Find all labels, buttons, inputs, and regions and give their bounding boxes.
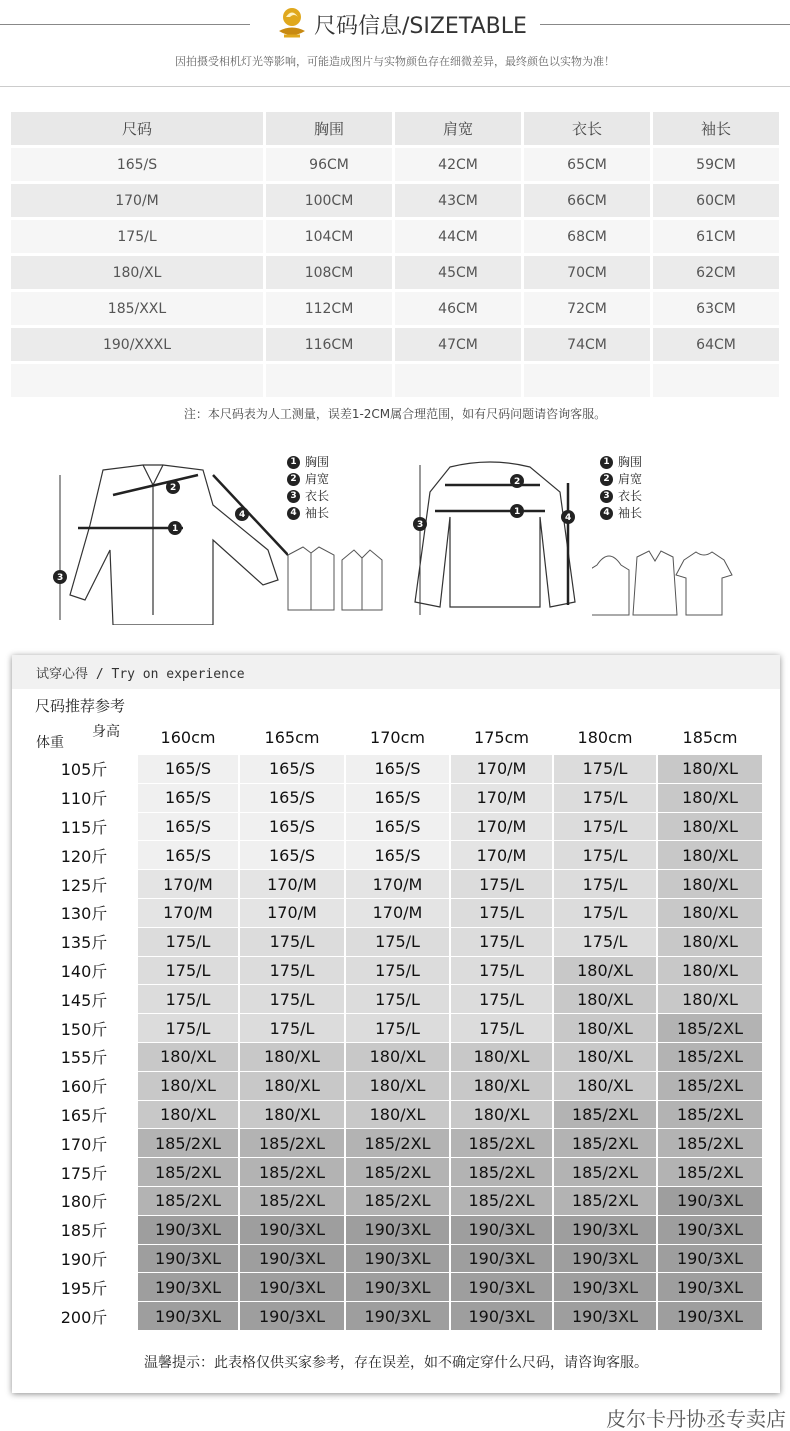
size-recommend-cell: 185/2XL bbox=[346, 1158, 449, 1186]
size-recommend-cell: 175/L bbox=[554, 841, 656, 869]
size-cell: 45CM bbox=[395, 256, 521, 289]
weight-cell: 130斤 bbox=[32, 899, 136, 927]
table-row bbox=[32, 1129, 762, 1157]
size-cell: 43CM bbox=[395, 184, 521, 217]
size-recommend-cell: 180/XL bbox=[138, 1043, 238, 1071]
size-recommend-cell: 180/XL bbox=[554, 1014, 656, 1042]
size-recommend-cell: 175/L bbox=[240, 928, 344, 956]
size-cell: 44CM bbox=[395, 220, 521, 253]
size-recommend-cell: 165/S bbox=[240, 841, 344, 869]
size-recommend-cell: 185/2XL bbox=[451, 1187, 552, 1215]
svg-text:4: 4 bbox=[239, 510, 246, 520]
size-recommend-cell: 190/3XL bbox=[346, 1302, 449, 1330]
weight-cell: 175斤 bbox=[32, 1158, 136, 1186]
weight-cell: 155斤 bbox=[32, 1043, 136, 1071]
svg-text:3: 3 bbox=[57, 573, 64, 583]
table-row bbox=[32, 784, 762, 812]
size-recommend-cell: 180/XL bbox=[658, 899, 762, 927]
size-header-cell: 胸围 bbox=[266, 112, 392, 145]
size-recommend-cell: 175/L bbox=[554, 928, 656, 956]
size-recommend-cell: 190/3XL bbox=[658, 1187, 762, 1215]
size-cell: 185/XXL bbox=[11, 292, 263, 325]
height-header-cell: 165cm bbox=[240, 720, 344, 754]
size-recommend-cell: 190/3XL bbox=[451, 1302, 552, 1330]
size-recommend-cell: 175/L bbox=[138, 1014, 238, 1042]
size-cell: 170/M bbox=[11, 184, 263, 217]
size-recommend-cell: 165/S bbox=[346, 841, 449, 869]
size-cell: 165/S bbox=[11, 148, 263, 181]
size-cell: 74CM bbox=[524, 328, 650, 361]
measure-legend-left bbox=[287, 454, 329, 522]
header bbox=[276, 4, 527, 44]
sweater-measure-figure bbox=[405, 455, 595, 625]
size-recommend-cell: 165/S bbox=[346, 784, 449, 812]
size-recommend-cell: 170/M bbox=[346, 899, 449, 927]
size-recommend-cell: 175/L bbox=[451, 899, 552, 927]
size-recommend-cell: 185/2XL bbox=[451, 1129, 552, 1157]
size-recommend-cell: 190/3XL bbox=[138, 1216, 238, 1244]
size-cell: 66CM bbox=[524, 184, 650, 217]
legend-item: 4 袖长 bbox=[600, 505, 642, 522]
weight-cell: 140斤 bbox=[32, 957, 136, 985]
size-recommend-cell: 180/XL bbox=[658, 813, 762, 841]
table-row bbox=[32, 1245, 762, 1273]
size-recommend-cell: 190/3XL bbox=[346, 1245, 449, 1273]
size-recommend-cell: 185/2XL bbox=[240, 1129, 344, 1157]
size-recommend-cell: 185/2XL bbox=[554, 1101, 656, 1129]
size-recommend-cell: 180/XL bbox=[554, 985, 656, 1013]
size-recommend-cell: 185/2XL bbox=[658, 1043, 762, 1071]
table-row bbox=[32, 755, 762, 783]
size-recommend-cell: 185/2XL bbox=[138, 1158, 238, 1186]
size-recommend-cell: 175/L bbox=[554, 784, 656, 812]
size-recommend-cell: 185/2XL bbox=[346, 1129, 449, 1157]
size-cell: 116CM bbox=[266, 328, 392, 361]
size-recommend-cell: 180/XL bbox=[451, 1101, 552, 1129]
size-recommend-cell: 170/M bbox=[138, 899, 238, 927]
size-recommend-cell: 185/2XL bbox=[658, 1101, 762, 1129]
weight-cell: 160斤 bbox=[32, 1072, 136, 1100]
weight-cell: 200斤 bbox=[32, 1302, 136, 1330]
size-recommend-cell: 165/S bbox=[346, 755, 449, 783]
table-row bbox=[11, 292, 779, 325]
size-recommend-cell: 175/L bbox=[451, 985, 552, 1013]
size-cell: 42CM bbox=[395, 148, 521, 181]
size-recommend-cell: 180/XL bbox=[658, 784, 762, 812]
size-recommend-cell: 190/3XL bbox=[240, 1216, 344, 1244]
size-recommend-cell: 175/L bbox=[451, 928, 552, 956]
size-recommend-cell: 185/2XL bbox=[451, 1158, 552, 1186]
size-recommend-cell: 170/M bbox=[346, 870, 449, 898]
table-row bbox=[32, 1072, 762, 1100]
size-recommend-cell: 190/3XL bbox=[346, 1273, 449, 1301]
weight-cell: 115斤 bbox=[32, 813, 136, 841]
size-cell: 47CM bbox=[395, 328, 521, 361]
weight-label: 体重 bbox=[36, 735, 64, 751]
table-row bbox=[32, 1187, 762, 1215]
size-recommend-cell: 190/3XL bbox=[138, 1273, 238, 1301]
size-recommend-cell: 165/S bbox=[138, 755, 238, 783]
size-recommend-cell: 170/M bbox=[138, 870, 238, 898]
weight-cell: 125斤 bbox=[32, 870, 136, 898]
svg-text:3: 3 bbox=[417, 520, 424, 530]
table-row bbox=[32, 813, 762, 841]
table-row bbox=[32, 957, 762, 985]
size-recommend-cell: 180/XL bbox=[658, 985, 762, 1013]
weight-cell: 190斤 bbox=[32, 1245, 136, 1273]
size-recommend-cell: 185/2XL bbox=[554, 1129, 656, 1157]
size-recommend-cell: 180/XL bbox=[138, 1101, 238, 1129]
size-recommend-cell: 180/XL bbox=[451, 1043, 552, 1071]
svg-text:1: 1 bbox=[514, 507, 521, 517]
size-cell: 112CM bbox=[266, 292, 392, 325]
shirt-measure-figure bbox=[48, 455, 288, 625]
table-row bbox=[32, 1302, 762, 1330]
size-recommend-cell: 180/XL bbox=[658, 755, 762, 783]
size-recommend-cell: 165/S bbox=[138, 841, 238, 869]
size-recommend-cell: 185/2XL bbox=[346, 1187, 449, 1215]
weight-cell: 135斤 bbox=[32, 928, 136, 956]
size-recommend-cell: 185/2XL bbox=[658, 1129, 762, 1157]
recommend-title: 尺码推荐参考 bbox=[35, 697, 126, 715]
size-cell: 60CM bbox=[653, 184, 779, 217]
size-cell: 104CM bbox=[266, 220, 392, 253]
header-line-right bbox=[540, 24, 790, 25]
casual-wear-icons bbox=[592, 545, 742, 620]
size-recommend-cell: 185/2XL bbox=[658, 1014, 762, 1042]
size-recommend-cell: 190/3XL bbox=[240, 1273, 344, 1301]
size-cell: 70CM bbox=[524, 256, 650, 289]
table-row bbox=[32, 1158, 762, 1186]
size-recommend-cell: 175/L bbox=[451, 870, 552, 898]
size-recommend-cell: 180/XL bbox=[240, 1043, 344, 1071]
table-row bbox=[11, 364, 779, 397]
size-cell bbox=[11, 364, 263, 397]
size-recommend-cell: 190/3XL bbox=[554, 1273, 656, 1301]
table-row bbox=[32, 1014, 762, 1042]
size-recommend-cell: 180/XL bbox=[658, 841, 762, 869]
height-header-cell: 180cm bbox=[554, 720, 656, 754]
header-line-left bbox=[0, 24, 250, 25]
recommend-table-header bbox=[32, 720, 762, 754]
size-recommend-cell: 175/L bbox=[138, 928, 238, 956]
size-recommend-cell: 190/3XL bbox=[658, 1216, 762, 1244]
size-recommend-cell: 175/L bbox=[451, 957, 552, 985]
size-recommend-cell: 180/XL bbox=[240, 1072, 344, 1100]
size-recommend-cell: 190/3XL bbox=[240, 1245, 344, 1273]
table-row bbox=[32, 928, 762, 956]
measure-note: 注：本尺码表为人工测量，误差1-2CM属合理范围，如有尺码问题请咨询客服。 bbox=[183, 407, 607, 421]
size-cell: 72CM bbox=[524, 292, 650, 325]
size-recommend-cell: 180/XL bbox=[346, 1101, 449, 1129]
size-recommend-cell: 175/L bbox=[451, 1014, 552, 1042]
size-recommend-cell: 165/S bbox=[240, 755, 344, 783]
size-recommend-cell: 190/3XL bbox=[451, 1216, 552, 1244]
size-header-cell: 尺码 bbox=[11, 112, 263, 145]
size-recommend-cell: 190/3XL bbox=[138, 1245, 238, 1273]
gold-swirl-logo-icon bbox=[276, 4, 308, 44]
table-row bbox=[11, 328, 779, 361]
size-cell: 175/L bbox=[11, 220, 263, 253]
size-recommend-cell: 170/M bbox=[451, 784, 552, 812]
size-recommend-cell: 175/L bbox=[554, 755, 656, 783]
size-recommend-cell: 180/XL bbox=[554, 957, 656, 985]
table-row bbox=[32, 1101, 762, 1129]
weight-cell: 185斤 bbox=[32, 1216, 136, 1244]
size-recommend-cell: 185/2XL bbox=[658, 1072, 762, 1100]
table-row bbox=[11, 220, 779, 253]
height-label: 身高 bbox=[92, 724, 120, 740]
size-cell: 64CM bbox=[653, 328, 779, 361]
table-row bbox=[32, 870, 762, 898]
weight-cell: 105斤 bbox=[32, 755, 136, 783]
svg-text:2: 2 bbox=[170, 483, 177, 493]
size-recommend-cell: 170/M bbox=[240, 899, 344, 927]
size-recommend-cell: 185/2XL bbox=[240, 1187, 344, 1215]
size-recommend-cell: 185/2XL bbox=[658, 1158, 762, 1186]
size-recommend-cell: 185/2XL bbox=[554, 1158, 656, 1186]
size-recommend-cell: 175/L bbox=[138, 957, 238, 985]
table-row bbox=[32, 899, 762, 927]
size-recommend-cell: 170/M bbox=[451, 755, 552, 783]
size-recommend-cell: 165/S bbox=[240, 813, 344, 841]
size-recommend-cell: 175/L bbox=[346, 985, 449, 1013]
size-recommend-cell: 190/3XL bbox=[554, 1216, 656, 1244]
legend-item: 1 胸围 bbox=[600, 454, 642, 471]
svg-text:1: 1 bbox=[172, 524, 179, 534]
size-header-cell: 肩宽 bbox=[395, 112, 521, 145]
weight-cell: 180斤 bbox=[32, 1187, 136, 1215]
size-table bbox=[8, 109, 782, 400]
size-recommend-cell: 185/2XL bbox=[138, 1129, 238, 1157]
size-recommend-cell: 180/XL bbox=[451, 1072, 552, 1100]
table-row bbox=[32, 841, 762, 869]
weight-cell: 170斤 bbox=[32, 1129, 136, 1157]
legend-item: 3 衣长 bbox=[600, 488, 642, 505]
height-header-cell: 170cm bbox=[346, 720, 449, 754]
recommend-card bbox=[12, 655, 780, 1393]
size-recommend-cell: 185/2XL bbox=[138, 1187, 238, 1215]
size-recommend-cell: 175/L bbox=[346, 1014, 449, 1042]
size-recommend-cell: 190/3XL bbox=[658, 1302, 762, 1330]
size-recommend-cell: 175/L bbox=[240, 985, 344, 1013]
size-cell: 180/XL bbox=[11, 256, 263, 289]
size-recommend-cell: 180/XL bbox=[240, 1101, 344, 1129]
size-recommend-cell: 180/XL bbox=[658, 870, 762, 898]
size-recommend-cell: 170/M bbox=[240, 870, 344, 898]
size-cell: 62CM bbox=[653, 256, 779, 289]
height-header-cell: 175cm bbox=[451, 720, 552, 754]
table-row bbox=[32, 985, 762, 1013]
size-recommend-cell: 165/S bbox=[346, 813, 449, 841]
size-recommend-cell: 190/3XL bbox=[554, 1245, 656, 1273]
size-recommend-cell: 175/L bbox=[138, 985, 238, 1013]
size-recommend-cell: 185/2XL bbox=[554, 1187, 656, 1215]
size-recommend-cell: 170/M bbox=[451, 813, 552, 841]
legend-item: 2 肩宽 bbox=[287, 471, 329, 488]
size-recommend-cell: 190/3XL bbox=[138, 1302, 238, 1330]
size-cell: 108CM bbox=[266, 256, 392, 289]
size-recommend-cell: 190/3XL bbox=[658, 1245, 762, 1273]
size-table-header bbox=[11, 112, 779, 145]
table-row bbox=[32, 1273, 762, 1301]
size-recommend-cell: 190/3XL bbox=[658, 1273, 762, 1301]
table-row bbox=[11, 256, 779, 289]
size-cell: 68CM bbox=[524, 220, 650, 253]
header-subtitle: 因拍摄受相机灯光等影响，可能造成图片与实物颜色存在细微差异，最终颜色以实物为准！ bbox=[175, 55, 615, 68]
size-cell bbox=[395, 364, 521, 397]
size-cell bbox=[653, 364, 779, 397]
size-cell: 100CM bbox=[266, 184, 392, 217]
size-recommend-cell: 190/3XL bbox=[451, 1245, 552, 1273]
recommend-table bbox=[30, 719, 764, 1331]
size-recommend-cell: 190/3XL bbox=[451, 1273, 552, 1301]
size-cell: 190/XXXL bbox=[11, 328, 263, 361]
size-recommend-cell: 170/M bbox=[451, 841, 552, 869]
legend-item: 3 衣长 bbox=[287, 488, 329, 505]
jacket-icons bbox=[280, 540, 390, 620]
size-cell: 46CM bbox=[395, 292, 521, 325]
size-cell bbox=[524, 364, 650, 397]
weight-cell: 120斤 bbox=[32, 841, 136, 869]
size-recommend-cell: 175/L bbox=[554, 899, 656, 927]
size-recommend-cell: 165/S bbox=[138, 784, 238, 812]
divider bbox=[0, 86, 790, 87]
legend-item: 4 袖长 bbox=[287, 505, 329, 522]
weight-cell: 145斤 bbox=[32, 985, 136, 1013]
size-recommend-cell: 175/L bbox=[346, 928, 449, 956]
size-cell: 96CM bbox=[266, 148, 392, 181]
size-recommend-cell: 165/S bbox=[240, 784, 344, 812]
table-row bbox=[11, 184, 779, 217]
size-recommend-cell: 175/L bbox=[554, 813, 656, 841]
size-recommend-cell: 175/L bbox=[554, 870, 656, 898]
size-recommend-cell: 165/S bbox=[138, 813, 238, 841]
weight-cell: 150斤 bbox=[32, 1014, 136, 1042]
size-recommend-cell: 180/XL bbox=[346, 1072, 449, 1100]
measure-legend-right bbox=[600, 454, 642, 522]
size-recommend-cell: 180/XL bbox=[658, 957, 762, 985]
size-cell bbox=[266, 364, 392, 397]
size-recommend-cell: 180/XL bbox=[554, 1043, 656, 1071]
table-row bbox=[11, 148, 779, 181]
legend-item: 1 胸围 bbox=[287, 454, 329, 471]
size-cell: 63CM bbox=[653, 292, 779, 325]
table-row bbox=[32, 1216, 762, 1244]
size-recommend-cell: 190/3XL bbox=[554, 1302, 656, 1330]
size-recommend-cell: 180/XL bbox=[346, 1043, 449, 1071]
size-recommend-cell: 175/L bbox=[240, 1014, 344, 1042]
size-header-cell: 衣长 bbox=[524, 112, 650, 145]
table-row bbox=[32, 1043, 762, 1071]
weight-cell: 165斤 bbox=[32, 1101, 136, 1129]
size-recommend-cell: 175/L bbox=[346, 957, 449, 985]
size-recommend-cell: 180/XL bbox=[554, 1072, 656, 1100]
size-header-cell: 袖长 bbox=[653, 112, 779, 145]
recommend-tip: 温馨提示：此表格仅供买家参考，存在误差，如不确定穿什么尺码，请咨询客服。 bbox=[144, 1355, 648, 1371]
svg-text:2: 2 bbox=[514, 477, 521, 487]
size-recommend-cell: 180/XL bbox=[138, 1072, 238, 1100]
svg-text:4: 4 bbox=[565, 513, 572, 523]
size-cell: 59CM bbox=[653, 148, 779, 181]
legend-item: 2 肩宽 bbox=[600, 471, 642, 488]
size-recommend-cell: 185/2XL bbox=[240, 1158, 344, 1186]
size-cell: 65CM bbox=[524, 148, 650, 181]
size-cell: 61CM bbox=[653, 220, 779, 253]
height-header-cell: 185cm bbox=[658, 720, 762, 754]
size-recommend-cell: 175/L bbox=[240, 957, 344, 985]
size-recommend-cell: 180/XL bbox=[658, 928, 762, 956]
shop-watermark: 皮尔卡丹协丞专卖店 bbox=[606, 1407, 786, 1431]
size-recommend-cell: 190/3XL bbox=[240, 1302, 344, 1330]
page-title: 尺码信息/SIZETABLE bbox=[314, 13, 527, 39]
weight-cell: 195斤 bbox=[32, 1273, 136, 1301]
recommend-card-header: 试穿心得 / Try on experience bbox=[12, 655, 780, 689]
weight-cell: 110斤 bbox=[32, 784, 136, 812]
size-recommend-cell: 190/3XL bbox=[346, 1216, 449, 1244]
height-header-cell: 160cm bbox=[138, 720, 238, 754]
